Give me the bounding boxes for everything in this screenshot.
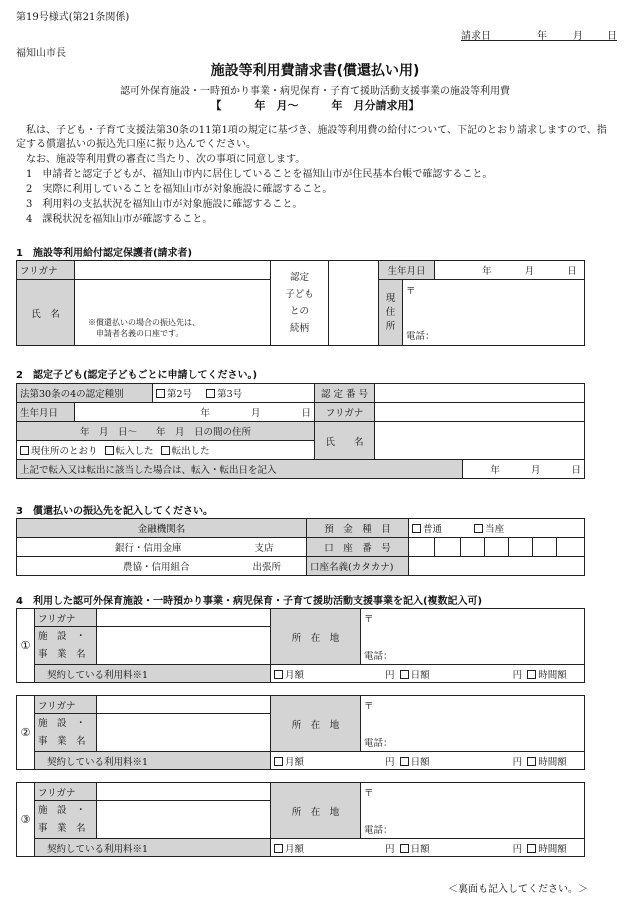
facility-furigana-field[interactable] [97,696,271,714]
child-table [16,383,585,479]
phone-label: 電話： [364,738,393,749]
facility-name-field[interactable] [97,627,271,665]
facility-number: ② [17,696,35,770]
facility-table [16,608,585,683]
monthly-checkbox[interactable] [274,670,283,679]
facility-address-field[interactable] [361,609,585,665]
consent-item: 1 申請者と認定子どもが、福知山市内に居住していることを福知山市が住民基本台帳で確認すること。 [26,169,493,180]
account-digit[interactable] [461,538,485,557]
futsu-checkbox[interactable] [412,524,421,533]
facility-address-field[interactable] [361,783,585,839]
phone-label: 電話： [364,651,393,662]
account-holder-label: 口座名義(カタカナ) [307,557,409,576]
phone-label: 電話： [406,331,435,342]
hourly-checkbox[interactable] [527,670,536,679]
postal-mark: 〒 [364,788,374,799]
guardian-birthdate-field[interactable]: 年 月 日 [435,261,585,280]
cert-number-field[interactable] [375,384,585,403]
section-4-title: 4 利用した認可外保育施設・一時預かり事業・病児保育・子育て援助活動支援事業を記入(複数記入可) [16,596,483,607]
postal-mark: 〒 [364,701,374,712]
moved-out-checkbox[interactable] [161,446,170,455]
bank-name-label: 金融機関名 [17,519,307,538]
location-label: 所 在 地 [271,609,361,665]
daily-checkbox[interactable] [400,757,409,766]
account-number-label: 口 座 番 号 [307,538,409,557]
section-2-title: 2 認定子ども(認定子どもごとに申請してください。) [16,370,258,381]
postal-mark: 〒 [406,286,416,297]
facility-name-field[interactable] [97,801,271,839]
fee-label: 契約している利用料※1 [35,839,271,857]
facility-table [16,782,585,857]
facility-furigana-label: フリガナ [35,609,97,627]
fee-label: 契約している利用料※1 [35,752,271,770]
location-label: 所 在 地 [271,696,361,752]
request-date-label: 請求日 [461,31,491,42]
fee-options: 月額 円 日額 円 時間額 [271,839,585,857]
guardian-table [16,260,585,346]
addressee: 福知山市長 [16,48,66,59]
name-label: 氏 名 [17,280,75,346]
postal-mark: 〒 [364,614,374,625]
daily-checkbox[interactable] [400,670,409,679]
monthly-checkbox[interactable] [274,757,283,766]
bank-name-field[interactable]: 銀行・信用金庫 支店 [17,538,307,557]
bank-table [16,518,585,576]
child-furigana-label: フリガナ [315,403,375,422]
phone-label: 電話： [364,825,393,836]
cert-type-label: 法第30条の4の認定種別 [17,384,153,403]
cert-number-label: 認 定 番 号 [315,384,375,403]
facility-name-label: 施 設 ・ 事 業 名 [35,801,97,839]
move-date-field[interactable]: 年 月 日 [463,460,585,479]
residence-options: 現住所のとおり 転入した 転出した [17,441,315,460]
account-digit[interactable] [409,538,435,557]
page-title: 施設等利用費請求書(償還払い用) [210,63,420,79]
facility-name-field[interactable] [97,714,271,752]
move-date-note: 上記で転入又は転出に該当した場合は、転入・転出日を記入 [17,460,463,479]
page-subtitle: 認可外保育施設・一時預かり事業・病児保育・子育て援助活動支援事業の施設等利用費 [120,86,510,97]
relationship-label: 認定 子ども との 続柄 [271,261,329,346]
fee-options: 月額 円 日額 円 時間額 [271,665,585,683]
type3-checkbox[interactable] [206,389,215,398]
furigana-label: フリガナ [17,261,75,280]
form-number: 第19号様式(第21条関係) [16,12,130,23]
child-name-field[interactable] [375,422,585,460]
facility-number: ① [17,609,35,683]
account-holder-field[interactable] [409,557,585,576]
address-label: 現 住 所 [379,280,403,346]
year-label: 年 [537,31,547,42]
section-1-title: 1 施設等利用給付認定保護者(請求者) [16,248,193,259]
request-date[interactable] [461,27,617,41]
facility-furigana-label: フリガナ [35,783,97,801]
child-furigana-field[interactable] [375,403,585,422]
account-type-label: 預 金 種 目 [307,519,409,538]
facility-furigana-field[interactable] [97,783,271,801]
fee-label: 契約している利用料※1 [35,665,271,683]
moved-in-checkbox[interactable] [105,446,114,455]
account-note: ※償還払いの場合の振込先は、 申請者名義の口座です。 [88,318,200,338]
account-type-options: 普通 当座 [409,519,585,538]
section-3-title: 3 償還払いの振込先を記入してください。 [16,506,213,517]
relationship-field[interactable] [329,261,379,346]
account-digit[interactable] [509,538,533,557]
facility-name-label: 施 設 ・ 事 業 名 [35,714,97,752]
guardian-furigana-field[interactable] [75,261,271,280]
toza-checkbox[interactable] [474,524,483,533]
consent-item: 4 課税状況を福知山市が確認すること。 [26,214,213,225]
hourly-checkbox[interactable] [527,757,536,766]
daily-checkbox[interactable] [400,844,409,853]
same-address-checkbox[interactable] [20,446,29,455]
hourly-checkbox[interactable] [527,844,536,853]
facility-table [16,695,585,770]
type2-checkbox[interactable] [156,389,165,398]
consent-item: 3 利用料の支払状況を福知山市が対象施設に確認すること。 [26,199,303,210]
month-label: 月 [573,31,583,42]
account-digit[interactable] [557,538,585,557]
cert-type-options: 第2号 第3号 [153,384,315,403]
location-label: 所 在 地 [271,783,361,839]
consent-paragraph: なお、施設等利用費の審査に当たり、次の事項に同意します。 [26,154,306,165]
child-birthdate-label: 生年月日 [17,403,75,422]
back-side-note: ＜裏面も記入してください。＞ [448,884,588,895]
facility-address-field[interactable] [361,696,585,752]
monthly-checkbox[interactable] [274,844,283,853]
day-label: 日 [607,31,617,42]
child-birthdate-field[interactable]: 年 月 日 [75,403,315,422]
intro-paragraph: 私は、子ども・子育て支援法第30条の11第1項の規定に基づき、施設等利用費の給付について、下記のとおり請求しますので、指定する償還払いの振込先口座に振り込んでください。 [16,125,607,150]
account-digit[interactable] [533,538,557,557]
account-digit[interactable] [435,538,461,557]
request-period: 【 年 月～ 年 月分請求用】 [210,99,420,112]
guardian-address-field[interactable] [403,280,585,346]
facility-furigana-label: フリガナ [35,696,97,714]
fee-options: 月額 円 日額 円 時間額 [271,752,585,770]
account-digit[interactable] [485,538,509,557]
consent-item: 2 実際に利用していることを福知山市が対象施設に確認すること。 [26,184,333,195]
birthdate-label: 生年月日 [379,261,435,280]
branch-field[interactable]: 農協・信用組合 出張所 [17,557,307,576]
facility-number: ③ [17,783,35,857]
residence-period-label: 年 月 日～ 年 月 日の間の住所 [17,422,315,441]
guardian-name-field[interactable] [75,280,271,346]
facility-furigana-field[interactable] [97,609,271,627]
facility-name-label: 施 設 ・ 事 業 名 [35,627,97,665]
child-name-label: 氏 名 [315,422,375,460]
